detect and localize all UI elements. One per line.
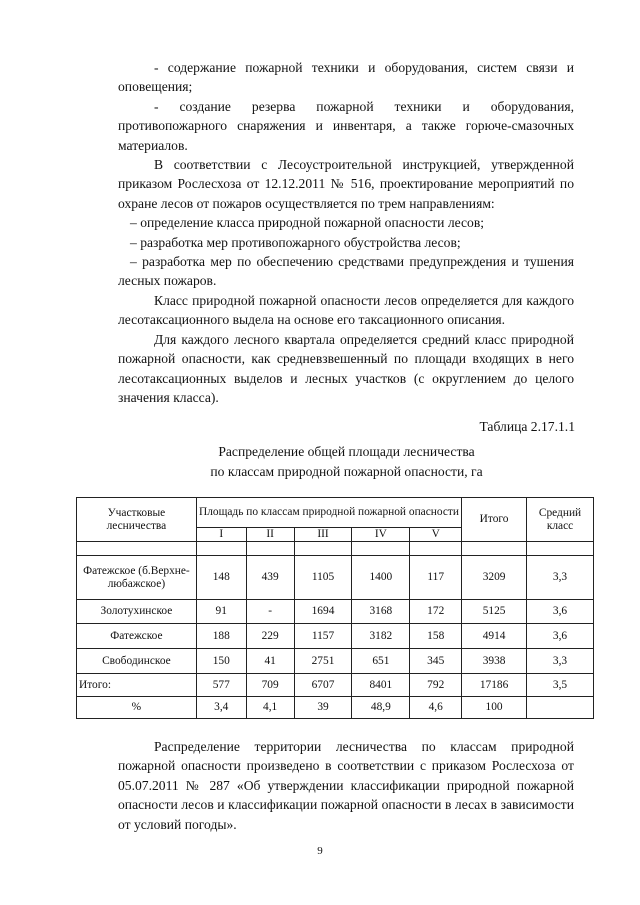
row-average: 3,3 bbox=[527, 649, 594, 674]
header-average-class: Средний класс bbox=[527, 498, 594, 542]
row-class-v: 345 bbox=[410, 649, 462, 674]
row-forestry-name: Свободинское bbox=[77, 649, 197, 674]
col-number bbox=[77, 542, 197, 556]
row-total-label: Итого: bbox=[77, 674, 197, 697]
col-number bbox=[294, 542, 352, 556]
row-class-v: 158 bbox=[410, 624, 462, 649]
table-row bbox=[77, 556, 594, 600]
row-class-iv: 3168 bbox=[352, 600, 410, 624]
row-class-ii: 439 bbox=[246, 556, 294, 600]
header-area-by-class: Площадь по классам природной пожарной опасности bbox=[196, 498, 461, 528]
paragraph-average-class: Для каждого лесного квартала определяется средний класс природной пожарной опасности, как средневзвешенный по площади входящих в него лесотаксационных выделов и лесных участков (с округлением до целого значения класса). bbox=[118, 331, 574, 405]
bottom-text-block bbox=[118, 737, 574, 834]
row-class-iii: 2751 bbox=[294, 649, 352, 674]
header-class-ii: II bbox=[246, 528, 294, 542]
row-class-iii: 6707 bbox=[294, 674, 352, 697]
table-row bbox=[77, 649, 594, 674]
row-class-i: 148 bbox=[196, 556, 246, 600]
row-class-i: 577 bbox=[196, 674, 246, 697]
table-title-line-2: по классам природной пожарной опасности, га bbox=[210, 464, 483, 479]
row-forestry-name: Фатежское bbox=[77, 624, 197, 649]
row-class-v: 172 bbox=[410, 600, 462, 624]
top-text-block bbox=[118, 58, 574, 407]
paragraph-dash-2: – разработка мер противопожарного обустройства лесов; bbox=[130, 234, 461, 250]
paragraph-dash-3: – разработка мер по обеспечению средствами предупреждения и тушения лесных пожаров. bbox=[118, 254, 574, 289]
row-total: 17186 bbox=[462, 674, 527, 697]
header-class-v: V bbox=[410, 528, 462, 542]
row-class-i: 91 bbox=[196, 600, 246, 624]
row-average: 3,3 bbox=[527, 556, 594, 600]
fire-hazard-table bbox=[76, 497, 594, 719]
row-class-v: 792 bbox=[410, 674, 462, 697]
row-class-i: 3,4 bbox=[196, 697, 246, 719]
row-class-i: 188 bbox=[196, 624, 246, 649]
paragraph-distribution: Распределение территории лесничества по классам природной пожарной опасности произведено в соответствии с приказом Рослесхоза от 05.07.2011 № 287 «Об утверждении классификации природной пожарной опасности лесов и классификации пожарной опасности в лесах в зависимости от условий погоды». bbox=[118, 739, 574, 832]
row-total: 3209 bbox=[462, 556, 527, 600]
paragraph-class-definition: Класс природной пожарной опасности лесов определяется для каждого лесотаксационного выдела на основе его таксационного описания. bbox=[118, 292, 574, 328]
row-class-iii: 39 bbox=[294, 697, 352, 719]
col-number bbox=[462, 542, 527, 556]
table-row bbox=[77, 624, 594, 649]
row-class-ii: 229 bbox=[246, 624, 294, 649]
row-class-i: 150 bbox=[196, 649, 246, 674]
row-total: 4914 bbox=[462, 624, 527, 649]
table-column-numbers-row bbox=[77, 542, 594, 556]
row-class-ii: 709 bbox=[246, 674, 294, 697]
col-number bbox=[527, 542, 594, 556]
row-average: 3,6 bbox=[527, 600, 594, 624]
table-title bbox=[118, 442, 575, 482]
header-forestries: Участковые лесничества bbox=[77, 498, 197, 542]
row-total: 3938 bbox=[462, 649, 527, 674]
row-forestry-name: Золотухинское bbox=[77, 600, 197, 624]
table-percent-row bbox=[77, 697, 594, 719]
table-total-row bbox=[77, 674, 594, 697]
col-number bbox=[410, 542, 462, 556]
row-class-v: 117 bbox=[410, 556, 462, 600]
row-class-iv: 651 bbox=[352, 649, 410, 674]
paragraph-regulation: В соответствии с Лесоустроительной инструкцией, утвержденной приказом Рослесхоза от 12.12.2011 № 516, проектирование мероприятий по охране лесов от пожаров осуществляется по трем направлениям: bbox=[118, 157, 574, 211]
row-class-ii: 4,1 bbox=[246, 697, 294, 719]
row-total: 5125 bbox=[462, 600, 527, 624]
row-class-ii: 41 bbox=[246, 649, 294, 674]
paragraph-item-2: - создание резерва пожарной техники и оборудования, противопожарного снаряжения и инвентаря, а также горюче-смазочных материалов. bbox=[118, 98, 574, 153]
paragraph-item-1: - содержание пожарной техники и оборудования, систем связи и оповещения; bbox=[118, 60, 574, 95]
row-average: 3,5 bbox=[527, 674, 594, 697]
paragraph-dash-1: – определение класса природной пожарной опасности лесов; bbox=[130, 215, 485, 231]
col-number bbox=[246, 542, 294, 556]
row-class-v: 4,6 bbox=[410, 697, 462, 719]
header-total: Итого bbox=[462, 498, 527, 542]
row-class-iv: 8401 bbox=[352, 674, 410, 697]
col-number bbox=[352, 542, 410, 556]
page-number: 9 bbox=[317, 845, 323, 857]
row-percent-label: % bbox=[77, 697, 197, 719]
table-number: Таблица 2.17.1.1 bbox=[479, 419, 575, 434]
row-average: 3,6 bbox=[527, 624, 594, 649]
col-number bbox=[196, 542, 246, 556]
header-class-iii: III bbox=[294, 528, 352, 542]
row-class-iii: 1157 bbox=[294, 624, 352, 649]
row-average bbox=[527, 697, 594, 719]
row-class-ii: - bbox=[246, 600, 294, 624]
row-forestry-name: Фатежское (б.Верхне-любажское) bbox=[77, 556, 197, 600]
row-class-iii: 1694 bbox=[294, 600, 352, 624]
row-class-iv: 48,9 bbox=[352, 697, 410, 719]
row-class-iii: 1105 bbox=[294, 556, 352, 600]
table-header-row bbox=[77, 498, 594, 528]
row-class-iv: 3182 bbox=[352, 624, 410, 649]
row-class-iv: 1400 bbox=[352, 556, 410, 600]
table-row bbox=[77, 600, 594, 624]
header-class-iv: IV bbox=[352, 528, 410, 542]
row-total: 100 bbox=[462, 697, 527, 719]
table-title-line-1: Распределение общей площади лесничества bbox=[218, 444, 475, 459]
header-class-i: I bbox=[196, 528, 246, 542]
